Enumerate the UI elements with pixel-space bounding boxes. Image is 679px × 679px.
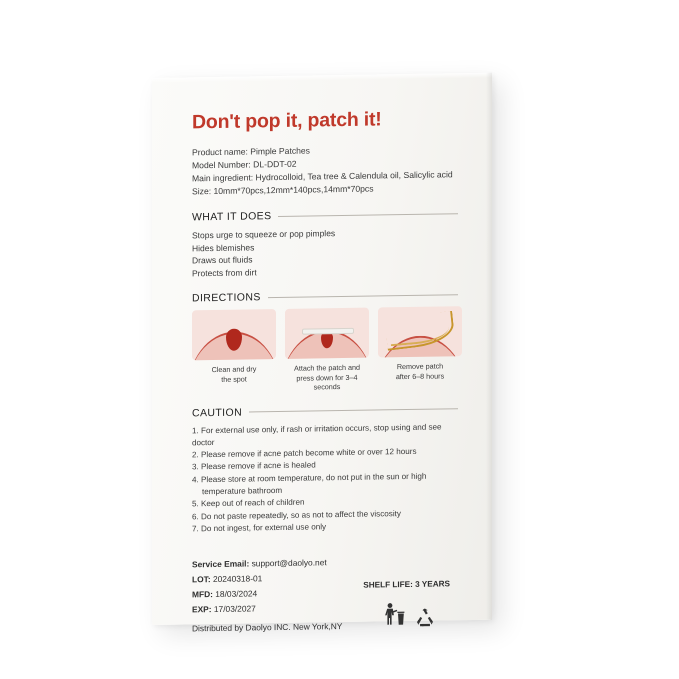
spec-block [192,142,458,198]
spec-model-number: Model Number: DL-DDT-02 [192,158,297,171]
lot-label: LOT: [192,574,211,585]
caution-heading [192,403,458,419]
footer-block [192,553,458,636]
caution-item: 7. Do not ingest, for external use only [192,522,327,534]
exp-value: 17/03/2027 [213,603,256,615]
caution-item: 1. For external use only, if rash or irritation occurs, stop using and see doctor [192,421,442,448]
what-it-does-heading [192,207,458,223]
service-email-value: support@daolyo.net [251,557,327,569]
do-not-litter-icon [383,602,405,628]
direction-step-3 [378,306,462,391]
distributed-by: Distributed by Daolyo INC. New York,NY [192,621,343,634]
what-it-does-item: Protects from dirt [192,266,257,278]
caution-item: 3. Please remove if acne is healed [192,460,316,472]
section-rule [268,294,458,298]
what-it-does-item: Stops urge to squeeze or pop pimples [192,228,336,241]
caution-item-continuation: temperature bathroom [202,485,283,497]
caution-item: 4. Please store at room temperature, do not put in the sun or high [192,471,427,485]
section-rule [278,213,458,217]
service-email-label: Service Email: [192,558,250,570]
mfd-value: 18/03/2024 [215,588,258,600]
direction-step-1-caption: Clean and dry the spot [211,364,257,384]
lot-value: 20240318-01 [212,573,263,585]
caution-item: 6. Do not paste repeatedly, so as not to affect the viscosity [192,508,401,521]
what-it-does-item: Hides blemishes [192,241,255,253]
what-it-does-section [192,207,458,279]
caution-title: CAUTION [192,406,243,419]
caution-item: 2. Please remove if acne patch become white or over 12 hours [192,446,417,460]
direction-step-2-caption: Attach the patch and press down for 3–4 seconds [294,362,360,392]
mfd-label: MFD: [192,589,213,600]
section-rule [249,408,458,412]
what-it-does-item: Draws out fluids [192,254,253,266]
direction-step-1 [192,309,276,394]
caution-item: 5. Keep out of reach of children [192,497,305,509]
spec-main-ingredient: Main ingredient: Hydrocolloid, Tea tree & Calendula oil, Salicylic acid [192,169,453,184]
tweezer-removal-icon [378,306,462,357]
directions-title: DIRECTIONS [192,291,261,305]
compliance-icons [383,602,436,629]
direction-step-2 [285,308,369,393]
product-box [152,73,492,634]
exp-label: EXP: [192,604,212,615]
directions-steps [192,306,458,394]
direction-step-3-caption: Remove patch after 6–8 hours [395,361,445,381]
box-back-panel [152,73,492,634]
pimple-on-skin-icon [192,309,276,360]
shelf-life: SHELF LIFE: 3 YEARS [363,579,450,590]
patch-applied-icon [285,308,369,359]
directions-section [192,288,458,394]
caution-section [192,403,458,536]
what-it-does-title: WHAT IT DOES [192,210,272,224]
directions-heading [192,288,458,304]
recycle-icon [414,606,436,628]
spec-size: Size: 10mm*70pcs,12mm*140pcs,14mm*70pcs [192,183,374,197]
spec-product-name: Product name: Pimple Patches [192,145,310,158]
headline: Don't pop it, patch it! [192,108,382,134]
